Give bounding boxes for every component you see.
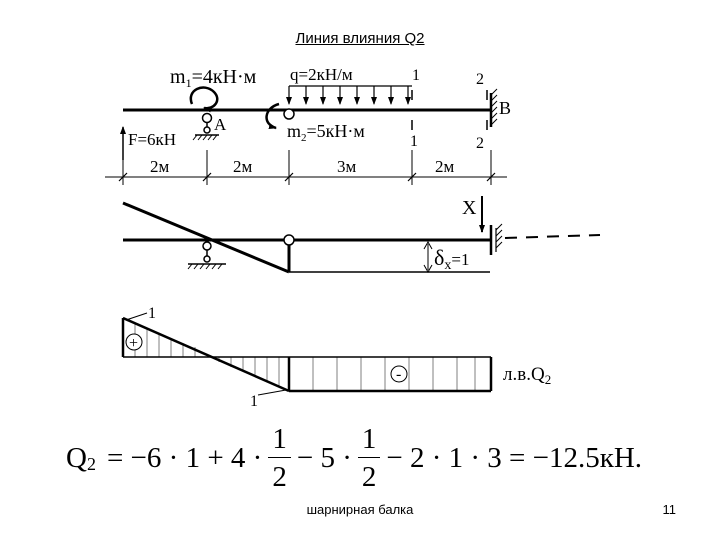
formula-term-1: = −6 · 1 + 4 · (106, 441, 263, 474)
kinematic-scheme (123, 196, 600, 273)
distributed-load-label: q=2кН/м (290, 65, 353, 84)
dimension-2: 2м (233, 157, 253, 176)
formula (66, 418, 645, 498)
page-number: 11 (662, 502, 676, 517)
formula-lhs: Q (66, 441, 87, 474)
il-sloped-line (123, 318, 289, 391)
moment-m2-label: $m_2=5кН\cdot м$ (287, 121, 365, 144)
formula-term-3: − 2 · 1 · 3 = −12.5кН. (386, 441, 643, 474)
fixed-support-b (491, 89, 497, 127)
influence-line-diagram (123, 305, 551, 410)
il-label-1-bottom-leader (258, 390, 286, 395)
section-1-top-label: 1 (412, 67, 420, 84)
moment-m1-label: $m_1=4кН\cdot м$ (170, 66, 257, 90)
moment-m2-arrow (267, 104, 279, 128)
minus-sign: - (396, 366, 402, 383)
distributed-load-q (289, 86, 412, 104)
section-2-bottom-label: 2 (476, 135, 484, 152)
influence-line-name: $л.в.Q_2$ (503, 364, 552, 387)
force-f-label: F=6кН (128, 130, 177, 149)
footer-text: шарнирная балка (306, 502, 414, 517)
moment-m1-arrow (191, 88, 217, 109)
formula-term-2: − 5 · (296, 441, 352, 474)
formula-fraction-2: $\frac{1}{2}$ (358, 425, 381, 492)
il-label-top: 1 (148, 305, 156, 322)
dashed-extension (505, 235, 600, 238)
kinematic-slider-b (491, 224, 502, 255)
dimension-1: 2м (150, 157, 170, 176)
delta-label: δx=1 (434, 245, 470, 273)
slide-title: Линия влияния Q2 (295, 30, 425, 47)
il-label-bottom: 1 (250, 393, 258, 410)
kinematic-support-a (188, 242, 226, 269)
support-a-label: A (214, 115, 227, 134)
section-1-bottom-label: 1 (410, 133, 418, 150)
dimension-4: 2м (435, 157, 455, 176)
il-label-1-leader (126, 313, 147, 320)
formula-lhs-sub: 2 (86, 453, 96, 474)
plus-sign: + (129, 335, 139, 352)
dimension-3: 3м (337, 157, 357, 176)
support-b-label: B (499, 98, 512, 118)
kinematic-hinge (284, 235, 294, 245)
formula-fraction-1: $\frac{1}{2}$ (268, 425, 291, 492)
beam-scheme (105, 65, 511, 185)
section-2-top-label: 2 (476, 71, 484, 88)
unit-force-x-label: X (462, 197, 477, 219)
hinge (284, 109, 294, 119)
